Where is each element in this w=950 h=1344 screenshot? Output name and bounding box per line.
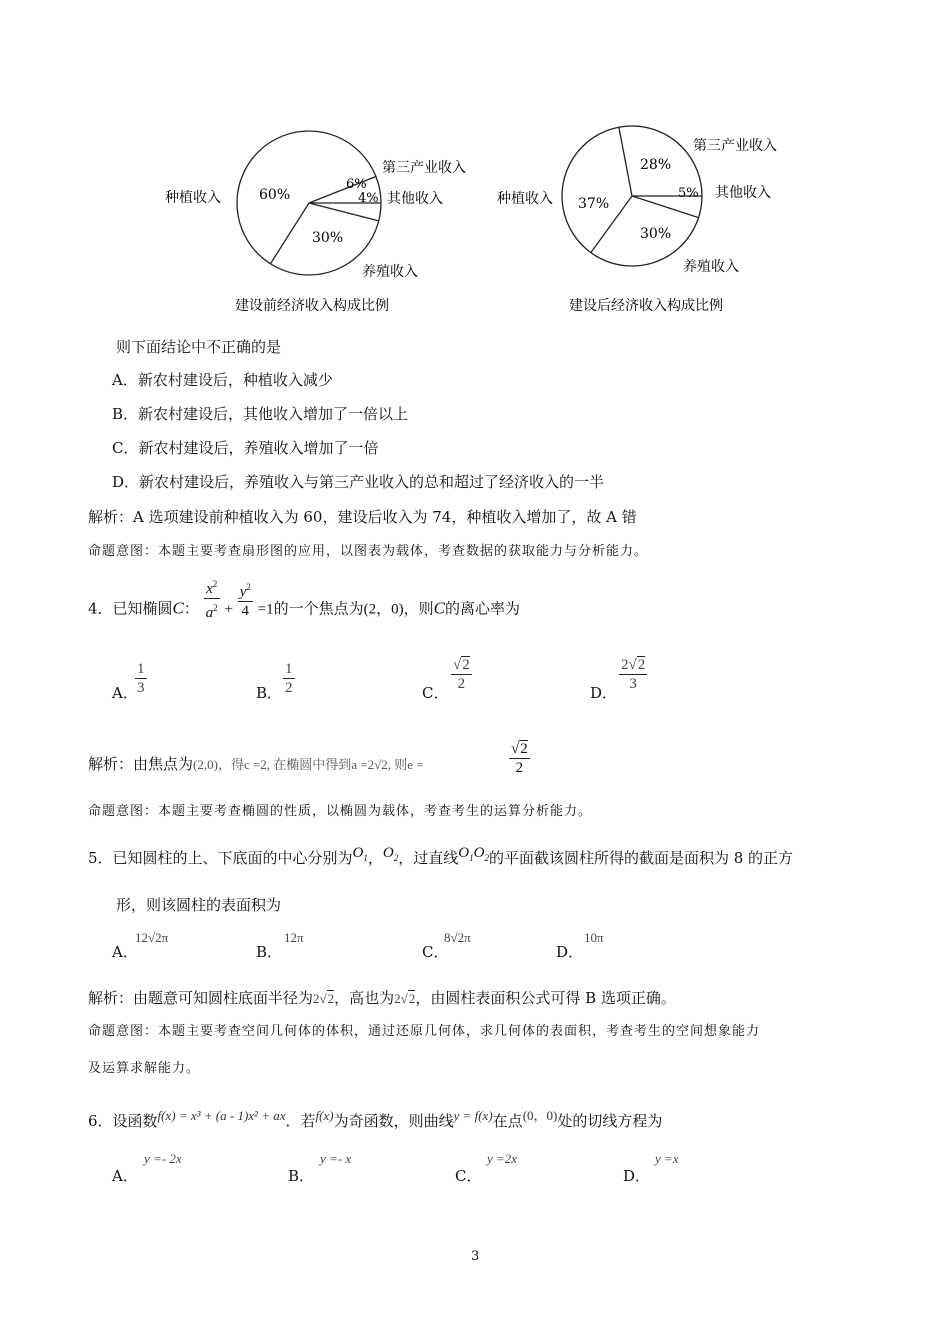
q5-analysis-post: ，由圆柱表面积公式可得 B 选项正确。 bbox=[415, 989, 676, 1007]
before-pct-planting: 60% bbox=[259, 187, 291, 203]
pie-before-slice-boundary bbox=[270, 203, 309, 264]
q4-option-a-label: A． bbox=[112, 684, 138, 702]
q4-analysis-c: c =2, 在椭圆中得到 bbox=[243, 757, 352, 772]
q4-option-b: $\frac{1}{2}$ bbox=[285, 661, 293, 696]
q4-option-d: $\frac{2√2}{3}$ bbox=[621, 657, 646, 692]
q5-option-b-label: B． bbox=[256, 943, 283, 961]
q6-func: f(x) = x³ + (a - 1)x² + ax bbox=[157, 1108, 286, 1123]
q6-option-c-label: C． bbox=[455, 1167, 482, 1185]
q5-intent-2: 及运算求解能力。 bbox=[88, 1061, 201, 1076]
before-label-breeding: 养殖收入 bbox=[362, 264, 418, 280]
q5-line2: 形，则该圆柱的表面积为 bbox=[116, 896, 282, 914]
q5-option-b: 12π bbox=[284, 930, 304, 945]
q6-end: 处的切线方程为 bbox=[557, 1112, 663, 1130]
q3-option-b: B．新农村建设后，其他收入增加了一倍以上 bbox=[112, 405, 409, 423]
q4-option-c: $\frac{√2}{2}$ bbox=[453, 657, 470, 692]
pie-charts bbox=[0, 0, 950, 330]
q6-mid2: 为奇函数，则曲线 bbox=[333, 1112, 454, 1130]
q3-option-c: C．新农村建设后，养殖收入增加了一倍 bbox=[112, 439, 379, 457]
q3-analysis: 解析：A 选项建设前种植收入为 60，建设后收入为 74，种植收入增加了，故 A 错 bbox=[88, 508, 637, 526]
q6-option-b-label: B． bbox=[288, 1167, 315, 1185]
after-pct-breeding: 30% bbox=[640, 226, 672, 242]
q6-option-a-label: A． bbox=[112, 1167, 138, 1185]
page-number: 3 bbox=[471, 1249, 480, 1264]
q6-curve: y = f(x) bbox=[453, 1108, 493, 1123]
pie-after-slice-boundary bbox=[619, 127, 632, 196]
q5-option-d-label: D． bbox=[556, 943, 584, 961]
before-pct-other: 4% bbox=[358, 191, 379, 206]
q3-intent: 命题意图：本题主要考查扇形图的应用，以图表为载体，考查数据的获取能力与分析能力。 bbox=[88, 544, 649, 559]
q4-analysis-frac: $\frac{√2}{2}$ bbox=[511, 741, 528, 776]
q5-option-d: 10π bbox=[584, 930, 604, 945]
after-label-planting: 种植收入 bbox=[497, 191, 553, 207]
q6-mid1: ．若 bbox=[285, 1112, 316, 1130]
before-label-other: 其他收入 bbox=[387, 191, 443, 207]
q5-analysis: 解析：由题意可知圆柱底面半径为2√2，高也为2√2，由圆柱表面积公式可得 B 选项正确。 bbox=[88, 989, 676, 1007]
q5-line1: 5．已知圆柱的上、下底面的中心分别为$O_1$，$O_2$，过直线$O_1O_2$的平面截该圆柱所得的截面是面积为 8 的正方 bbox=[88, 845, 794, 867]
q4-option-b-label: B． bbox=[256, 684, 283, 702]
q4-num: 4．已知椭圆 bbox=[88, 599, 173, 618]
q5-intent-1: 命题意图：本题主要考查空间几何体的体积，通过还原几何体，求几何体的表面积，考查考生的空间想象能力 bbox=[88, 1024, 761, 1039]
q5-analysis-mid: ，高也为 bbox=[334, 989, 395, 1007]
q4-point: (2，0) bbox=[363, 601, 404, 618]
q5-line1-pre: 5．已知圆柱的上、下底面的中心分别为 bbox=[88, 849, 353, 867]
q4-tail: ，则 bbox=[403, 599, 434, 618]
before-caption: 建设前经济收入构成比例 bbox=[235, 298, 389, 314]
after-pct-planting: 37% bbox=[578, 196, 610, 212]
q5-line1-post: 的平面截该圆柱所得的截面是面积为 8 的正方 bbox=[488, 849, 794, 867]
q6-option-a: y =- 2x bbox=[144, 1151, 182, 1166]
q6-stem bbox=[88, 1105, 662, 1131]
q6-fx: f(x) bbox=[315, 1108, 334, 1123]
after-pct-other: 5% bbox=[678, 186, 699, 201]
q6-mid3: 在点 bbox=[492, 1112, 523, 1130]
q4-end: 的离心率为 bbox=[445, 599, 521, 618]
q3-option-d: D．新农村建设后，养殖收入与第三产业收入的总和超过了经济收入的一半 bbox=[112, 473, 605, 491]
q6-option-d-label: D． bbox=[623, 1167, 651, 1185]
q5-option-c-label: C． bbox=[422, 943, 449, 961]
q4-intent: 命题意图：本题主要考查椭圆的性质，以椭圆为载体，考查考生的运算分析能力。 bbox=[88, 804, 593, 819]
after-label-breeding: 养殖收入 bbox=[683, 259, 739, 275]
q5-option-a-label: A． bbox=[112, 943, 138, 961]
q6-option-d: y =x bbox=[655, 1151, 679, 1166]
q5-analysis-pre: 解析：由题意可知圆柱底面半径为 bbox=[88, 989, 314, 1007]
before-label-tertiary: 第三产业收入 bbox=[382, 160, 466, 176]
q4-analysis bbox=[88, 753, 424, 774]
q5-option-c: 8√2π bbox=[444, 930, 471, 945]
q3-option-a: A．新农村建设后，种植收入减少 bbox=[112, 371, 333, 389]
q4-option-d-label: D． bbox=[590, 684, 618, 702]
q5-line1-mid: ，过直线 bbox=[398, 849, 459, 867]
q4-analysis-point: (2,0) bbox=[193, 757, 218, 772]
q4-option-c-label: C． bbox=[422, 684, 449, 702]
q6-point: (0，0) bbox=[522, 1108, 558, 1123]
q6-option-b: y =- x bbox=[320, 1151, 352, 1166]
q4-analysis-a: a =2√2, 则e = bbox=[351, 757, 424, 772]
q4-option-a: $\frac{1}{3}$ bbox=[137, 661, 145, 696]
q5-option-a: 12√2π bbox=[135, 930, 169, 945]
q3-stem: 则下面结论中不正确的是 bbox=[116, 338, 282, 356]
q4-mid: 的一个焦点为 bbox=[273, 599, 364, 618]
before-pct-tertiary: 6% bbox=[346, 177, 367, 192]
after-label-tertiary: 第三产业收入 bbox=[693, 138, 777, 154]
after-caption: 建设后经济收入构成比例 bbox=[569, 298, 723, 314]
q4-analysis-pre: 解析：由焦点为 bbox=[88, 755, 194, 773]
after-pct-tertiary: 28% bbox=[640, 157, 672, 173]
q6-pre: 6．设函数 bbox=[88, 1112, 158, 1130]
before-label-planting: 种植收入 bbox=[165, 190, 221, 206]
q6-option-c: y =2x bbox=[487, 1151, 518, 1166]
q4-analysis-mid: ，得 bbox=[217, 758, 244, 773]
before-pct-breeding: 30% bbox=[312, 230, 344, 246]
q4-stem: 4．已知椭圆C： $\frac{x^2}{a^2}$ + $\frac{y^2}{4}$ =1的一个焦点为(2，0)，则C的离心率为 bbox=[88, 597, 520, 622]
after-label-other: 其他收入 bbox=[715, 185, 771, 201]
